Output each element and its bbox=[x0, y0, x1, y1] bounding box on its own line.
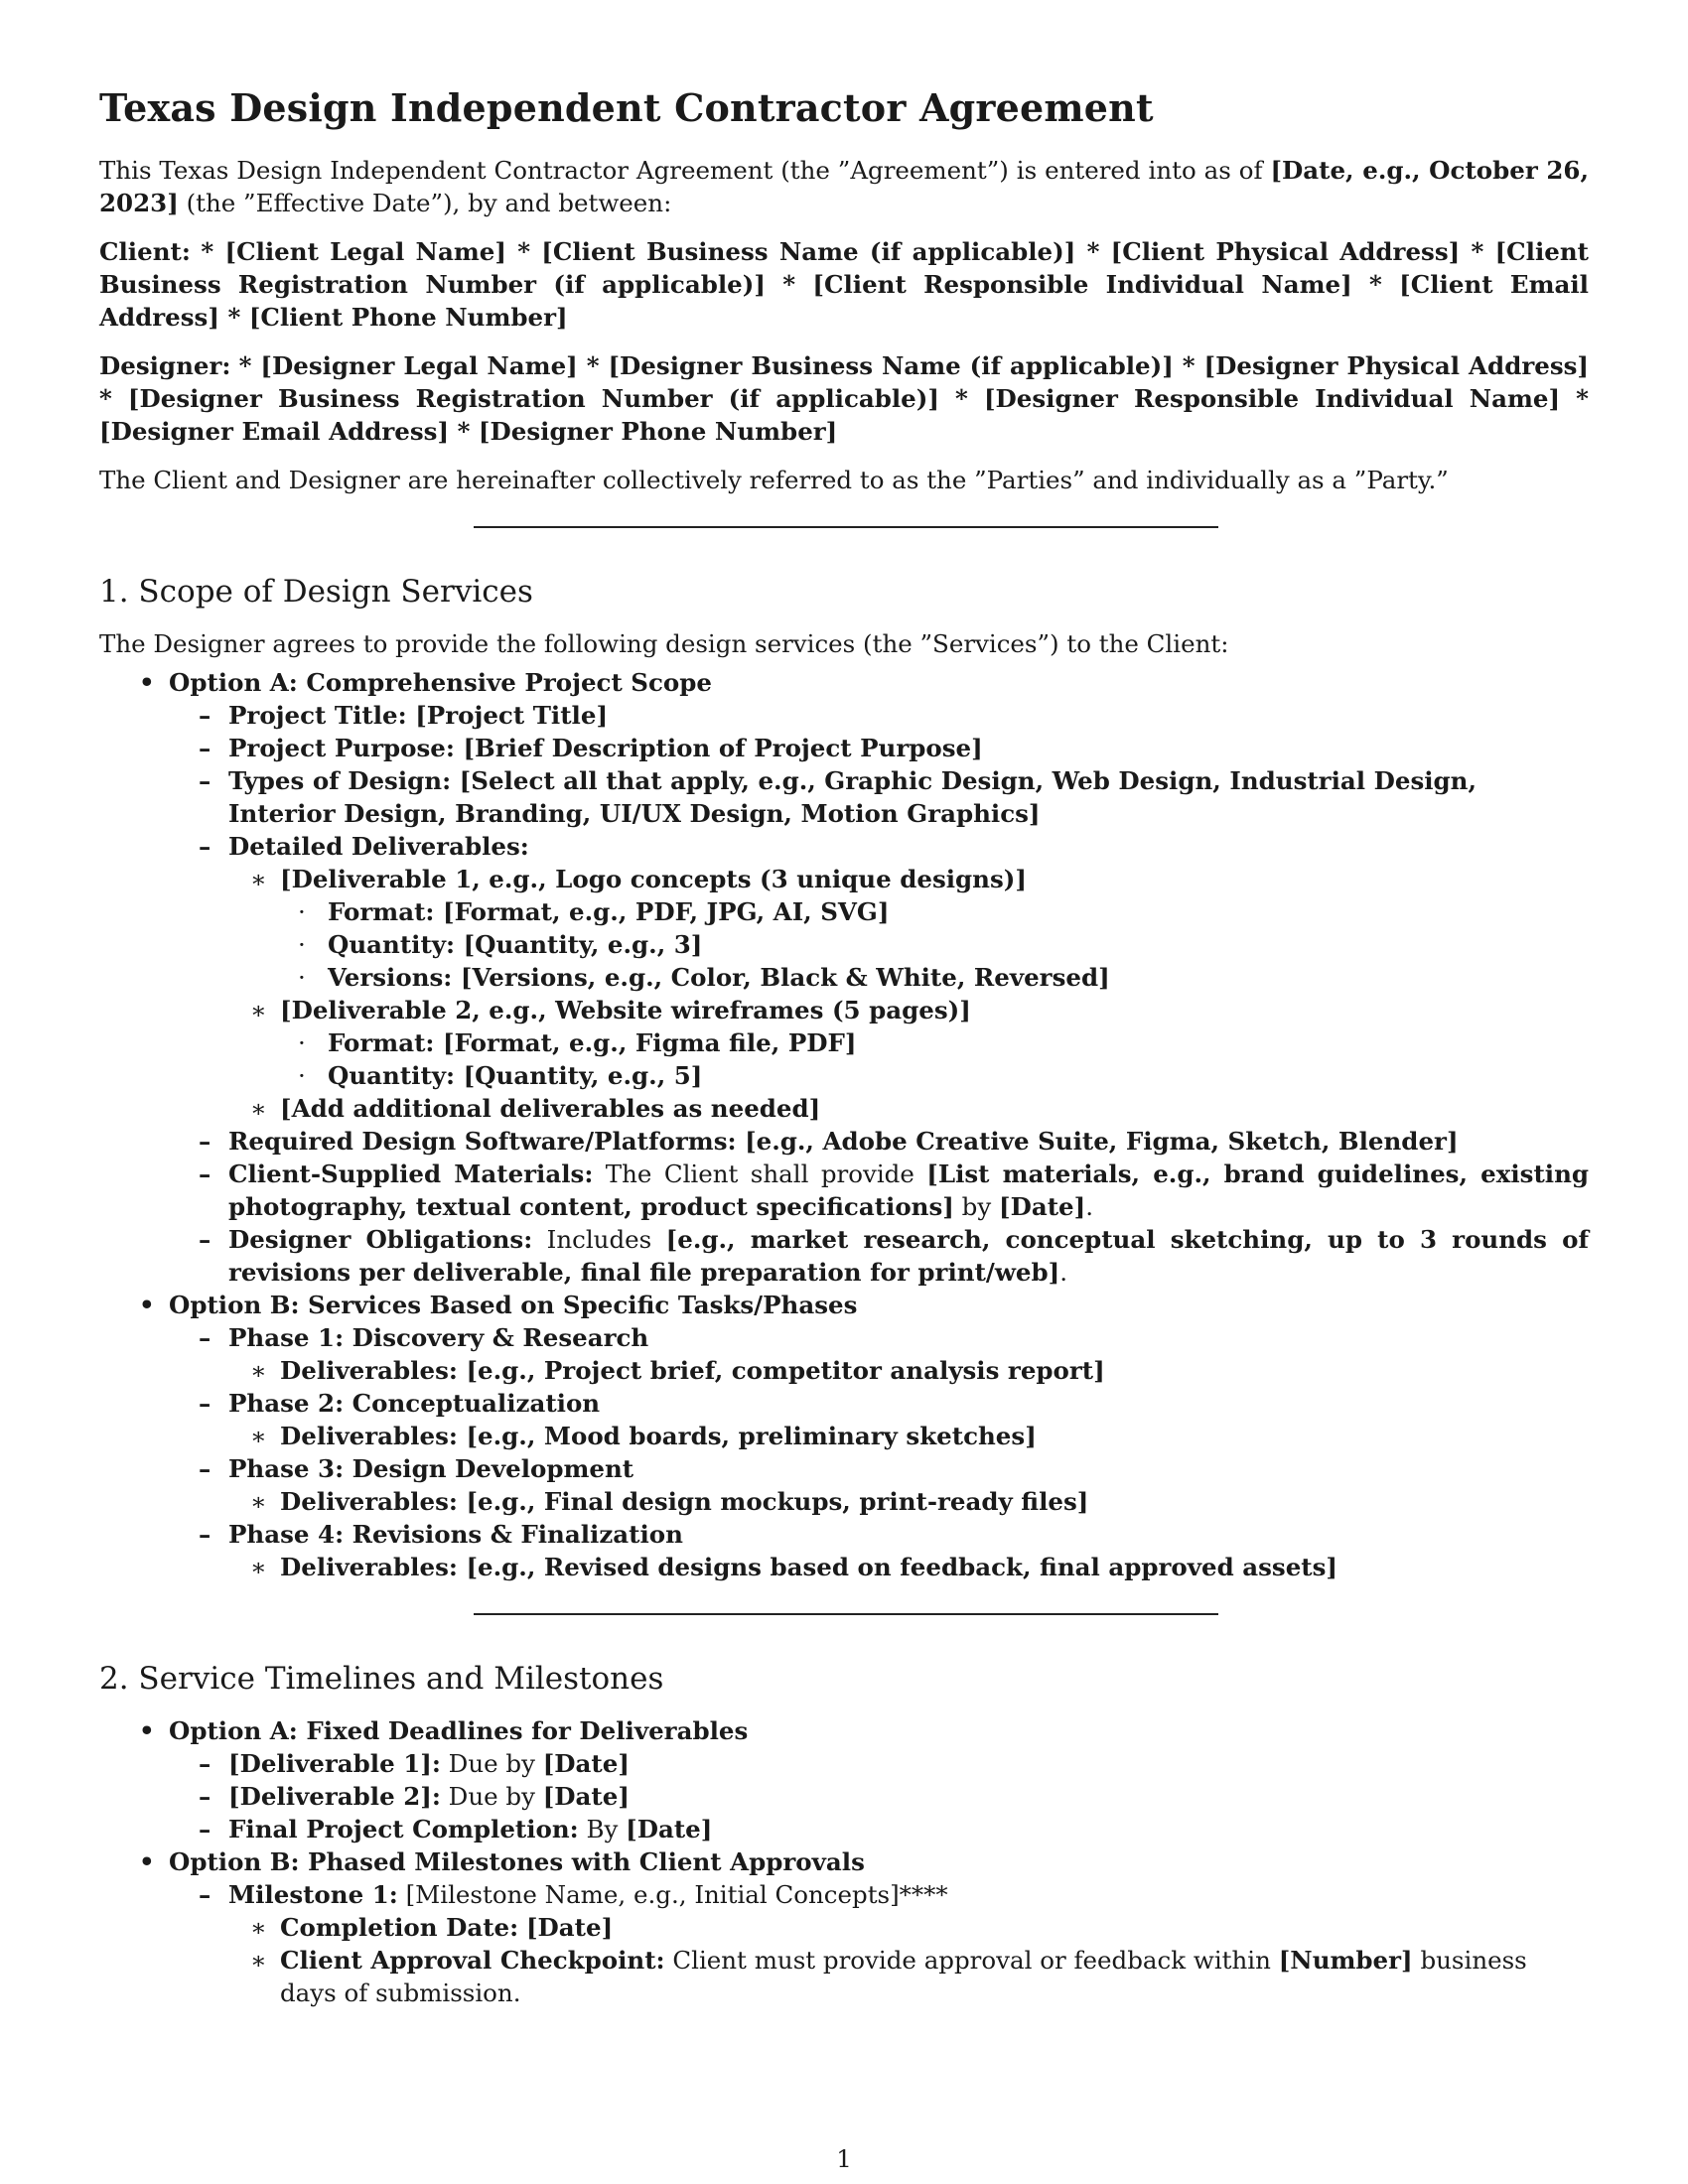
page-number: 1 bbox=[836, 2144, 852, 2173]
section-2-heading: 2. Service Timelines and Milestones bbox=[99, 1661, 664, 1697]
list-item: · Format: [Format, e.g., PDF, JPG, AI, SVG] bbox=[298, 897, 890, 926]
scope-list bbox=[99, 666, 1589, 1583]
list-item: ∗ Deliverables: [e.g., Final design mockups, print-ready files] bbox=[250, 1487, 1089, 1516]
list-item: – Milestone 1: [Milestone Name, e.g., Initial Concepts]**** bbox=[199, 1880, 948, 1909]
list-item: ∗ Deliverables: [e.g., Revised designs based on feedback, final approved assets] bbox=[250, 1553, 1337, 1581]
list-item: · Format: [Format, e.g., Figma file, PDF] bbox=[298, 1028, 857, 1057]
intro-paragraph bbox=[99, 154, 1589, 219]
list-item: – Phase 2: Conceptualization bbox=[199, 1389, 601, 1418]
effective-date-placeholder: [Date, e.g., October 26, 2023] bbox=[99, 156, 1589, 217]
list-item: ∗ [Add additional deliverables as needed] bbox=[250, 1094, 821, 1123]
list-item: ∗ Completion Date: [Date] bbox=[250, 1913, 614, 1942]
designer-block bbox=[99, 349, 1589, 448]
list-item: ∗ Deliverables: [e.g., Mood boards, preliminary sketches] bbox=[250, 1422, 1037, 1450]
list-item: – Designer Obligations: Includes [e.g., market research, conceptual sketching, up to 3 rounds of revisions per deliverable, final file preparation for print/web]. bbox=[199, 1225, 1590, 1287]
list-item: – Phase 3: Design Development bbox=[199, 1454, 634, 1483]
timeline-list bbox=[99, 1714, 1589, 2009]
client-fields: * [Client Legal Name] * [Client Business Name (if applicable)] * [Client Physical Address] * [Client Business Registration Number (if applicable)] * [Client Responsible Individual Name] * [Client Email Address] * [Client Phone Number] bbox=[99, 237, 1589, 332]
list-item: – [Deliverable 2]: Due by [Date] bbox=[199, 1782, 630, 1811]
list-item: · Quantity: [Quantity, e.g., 5] bbox=[298, 1061, 703, 1090]
client-label: Client: bbox=[99, 237, 191, 266]
list-item: ∗ Client Approval Checkpoint: Client must provide approval or feedback within [Number] business days of submission. bbox=[250, 1946, 1527, 2007]
list-item: – Phase 1: Discovery & Research bbox=[199, 1323, 649, 1352]
list-item: – Client-Supplied Materials: The Client shall provide [List materials, e.g., brand guidelines, existing photography, textual content, product specifications] by [Date]. bbox=[199, 1160, 1590, 1221]
list-item: • Option A: Comprehensive Project Scope bbox=[139, 668, 712, 697]
document-title: Texas Design Independent Contractor Agreement bbox=[99, 85, 1154, 130]
document-page bbox=[99, 85, 1589, 2009]
client-block bbox=[99, 235, 1589, 334]
designer-label: Designer: bbox=[99, 351, 231, 380]
list-item: · Versions: [Versions, e.g., Color, Black & White, Reversed] bbox=[298, 963, 1110, 992]
list-item: ∗ Deliverables: [e.g., Project brief, competitor analysis report] bbox=[250, 1356, 1105, 1385]
list-item: · Quantity: [Quantity, e.g., 3] bbox=[298, 930, 703, 959]
parties-paragraph: The Client and Designer are hereinafter collectively referred to as the ”Parties” and individually as a ”Party.” bbox=[99, 466, 1449, 494]
list-item: • Option B: Services Based on Specific Tasks/Phases bbox=[139, 1291, 858, 1319]
list-item: • Option A: Fixed Deadlines for Deliverables bbox=[139, 1716, 749, 1745]
list-item: • Option B: Phased Milestones with Client Approvals bbox=[139, 1847, 865, 1876]
section-1-heading: 1. Scope of Design Services bbox=[99, 574, 533, 610]
list-item: – Project Purpose: [Brief Description of Project Purpose] bbox=[199, 734, 983, 762]
section-1-intro: The Designer agrees to provide the following design services (the ”Services”) to the Client: bbox=[99, 629, 1229, 658]
list-item: – [Deliverable 1]: Due by [Date] bbox=[199, 1749, 630, 1778]
designer-fields: * [Designer Legal Name] * [Designer Business Name (if applicable)] * [Designer Physical Address] * [Designer Business Registration Number (if applicable)] * [Designer Responsible Individual Name] * [Designer Email Address] * [Designer Phone Number] bbox=[99, 351, 1589, 446]
list-item: – Required Design Software/Platforms: [e.g., Adobe Creative Suite, Figma, Sketch, Blender] bbox=[199, 1127, 1459, 1156]
list-item: – Detailed Deliverables: bbox=[199, 832, 529, 861]
list-item: – Phase 4: Revisions & Finalization bbox=[199, 1520, 683, 1549]
list-item: – Project Title: [Project Title] bbox=[199, 701, 609, 730]
list-item: – Types of Design: [Select all that apply, e.g., Graphic Design, Web Design, Industrial Design, Interior Design, Branding, UI/UX Design, Motion Graphics] bbox=[199, 766, 1477, 828]
list-item: ∗ [Deliverable 1, e.g., Logo concepts (3 unique designs)] bbox=[250, 865, 1027, 893]
intro-text: This Texas Design Independent Contractor Agreement (the ”Agreement”) is entered into as of bbox=[99, 156, 1271, 185]
list-item: ∗ [Deliverable 2, e.g., Website wireframes (5 pages)] bbox=[250, 996, 971, 1024]
intro-text-end: (the ”Effective Date”), by and between: bbox=[178, 189, 672, 217]
list-item: – Final Project Completion: By [Date] bbox=[199, 1815, 713, 1843]
